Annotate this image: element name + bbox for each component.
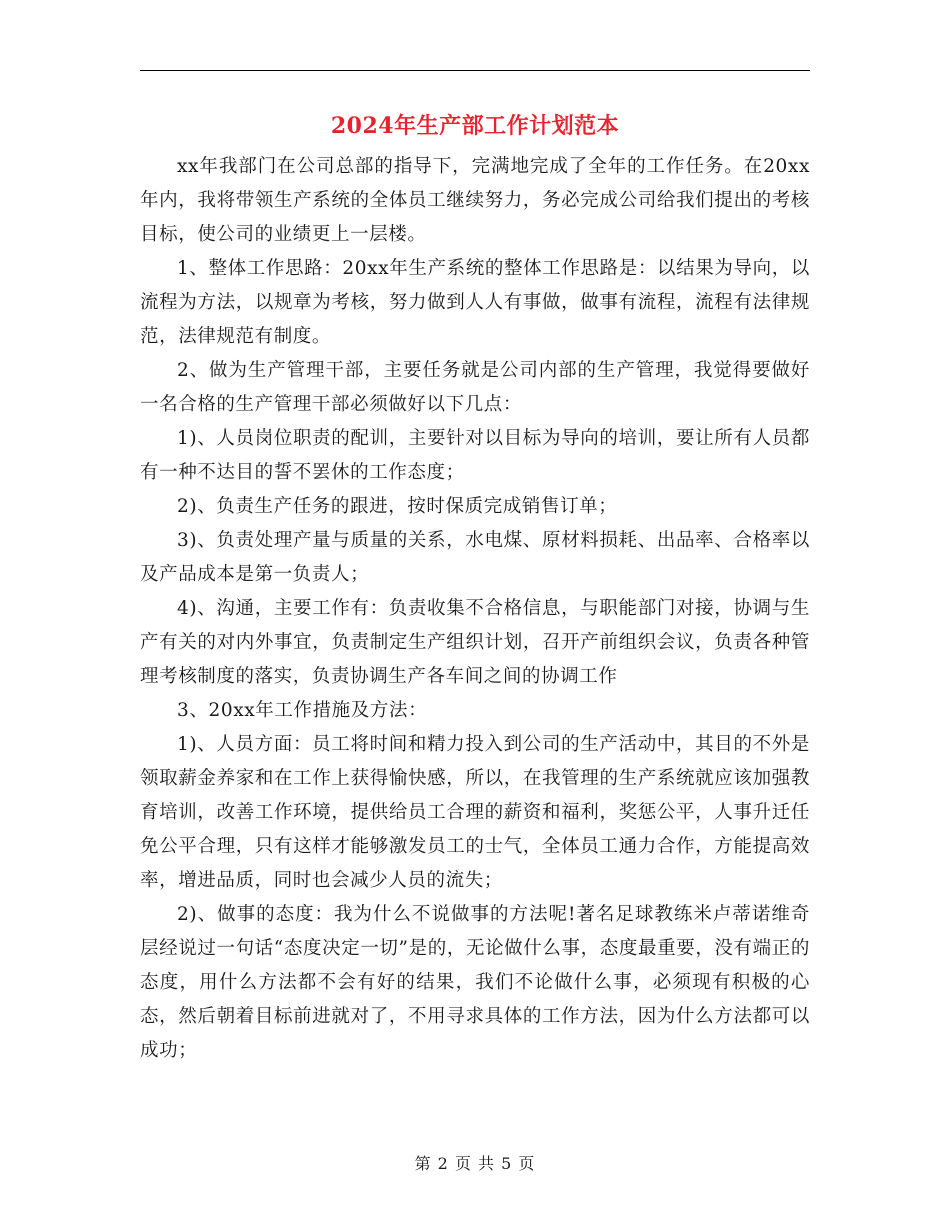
list-item-attitude: 2)、做事的态度：我为什么不说做事的方法呢!著名足球教练米卢蒂诺维奇层经说过一句话“态度决定一切”是的，无论做什么事，态度最重要，没有端正的态度，用什么方法都不会有好的结果，我们不论做什么事，必须现有积极的心态，然后朝着目标前进就对了，不用寻求具体的工作方法，因为什么方法都可以成功；: [140, 904, 810, 1061]
list-item-production-followup: 2)、负责生产任务的跟进，按时保质完成销售订单；: [177, 496, 618, 517]
header-rule: [140, 70, 810, 71]
list-item-communication: 4)、沟通，主要工作有：负责收集不合格信息，与职能部门对接，协调与生产有关的对内外事宜，负责制定生产组织计划，召开产前组织会议，负责各种管理考核制度的落实，负责协调生产各车间之间的协调工作: [140, 598, 810, 687]
list-item-training: 1)、人员岗位职责的配训，主要针对以目标为导向的培训，要让所有人员都有一种不达目的誓不罢休的工作态度；: [140, 428, 810, 483]
document-title: 2024年生产部工作计划范本: [330, 113, 620, 139]
paragraph-measures-heading: 3、20xx年工作措施及方法：: [177, 700, 428, 721]
paragraph-manager-duties: 2、做为生产管理干部，主要任务就是公司内部的生产管理，我觉得要做好一名合格的生产管理干部必须做好以下几点：: [140, 360, 810, 415]
document-body: [140, 150, 810, 1068]
paragraph-overall-approach: 1、整体工作思路：20xx年生产系统的整体工作思路是：以结果为导向，以流程为方法，以规章为考核，努力做到人人有事做，做事有流程，流程有法律规范，法律规范有制度。: [140, 258, 810, 347]
paragraph-intro: xx年我部门在公司总部的指导下，完满地完成了全年的工作任务。在20xx年内，我将带领生产系统的全体员工继续努力，务必完成公司给我们提出的考核目标，使公司的业绩更上一层楼。: [140, 156, 810, 245]
page-number: 第 2 页 共 5 页: [414, 1154, 536, 1173]
list-item-quality-quantity: 3)、负责处理产量与质量的关系，水电煤、原材料损耗、出品率、合格率以及产品成本是第一负责人；: [140, 530, 810, 585]
list-item-personnel: 1)、人员方面：员工将时间和精力投入到公司的生产活动中，其目的不外是领取薪金养家和在工作上获得愉快感，所以，在我管理的生产系统就应该加强教育培训，改善工作环境，提供给员工合理的薪资和福利，奖惩公平，人事升迁任免公平合理，只有这样才能够激发员工的士气，全体员工通力合作，方能提高效率，增进品质，同时也会减少人员的流失；: [140, 734, 810, 891]
